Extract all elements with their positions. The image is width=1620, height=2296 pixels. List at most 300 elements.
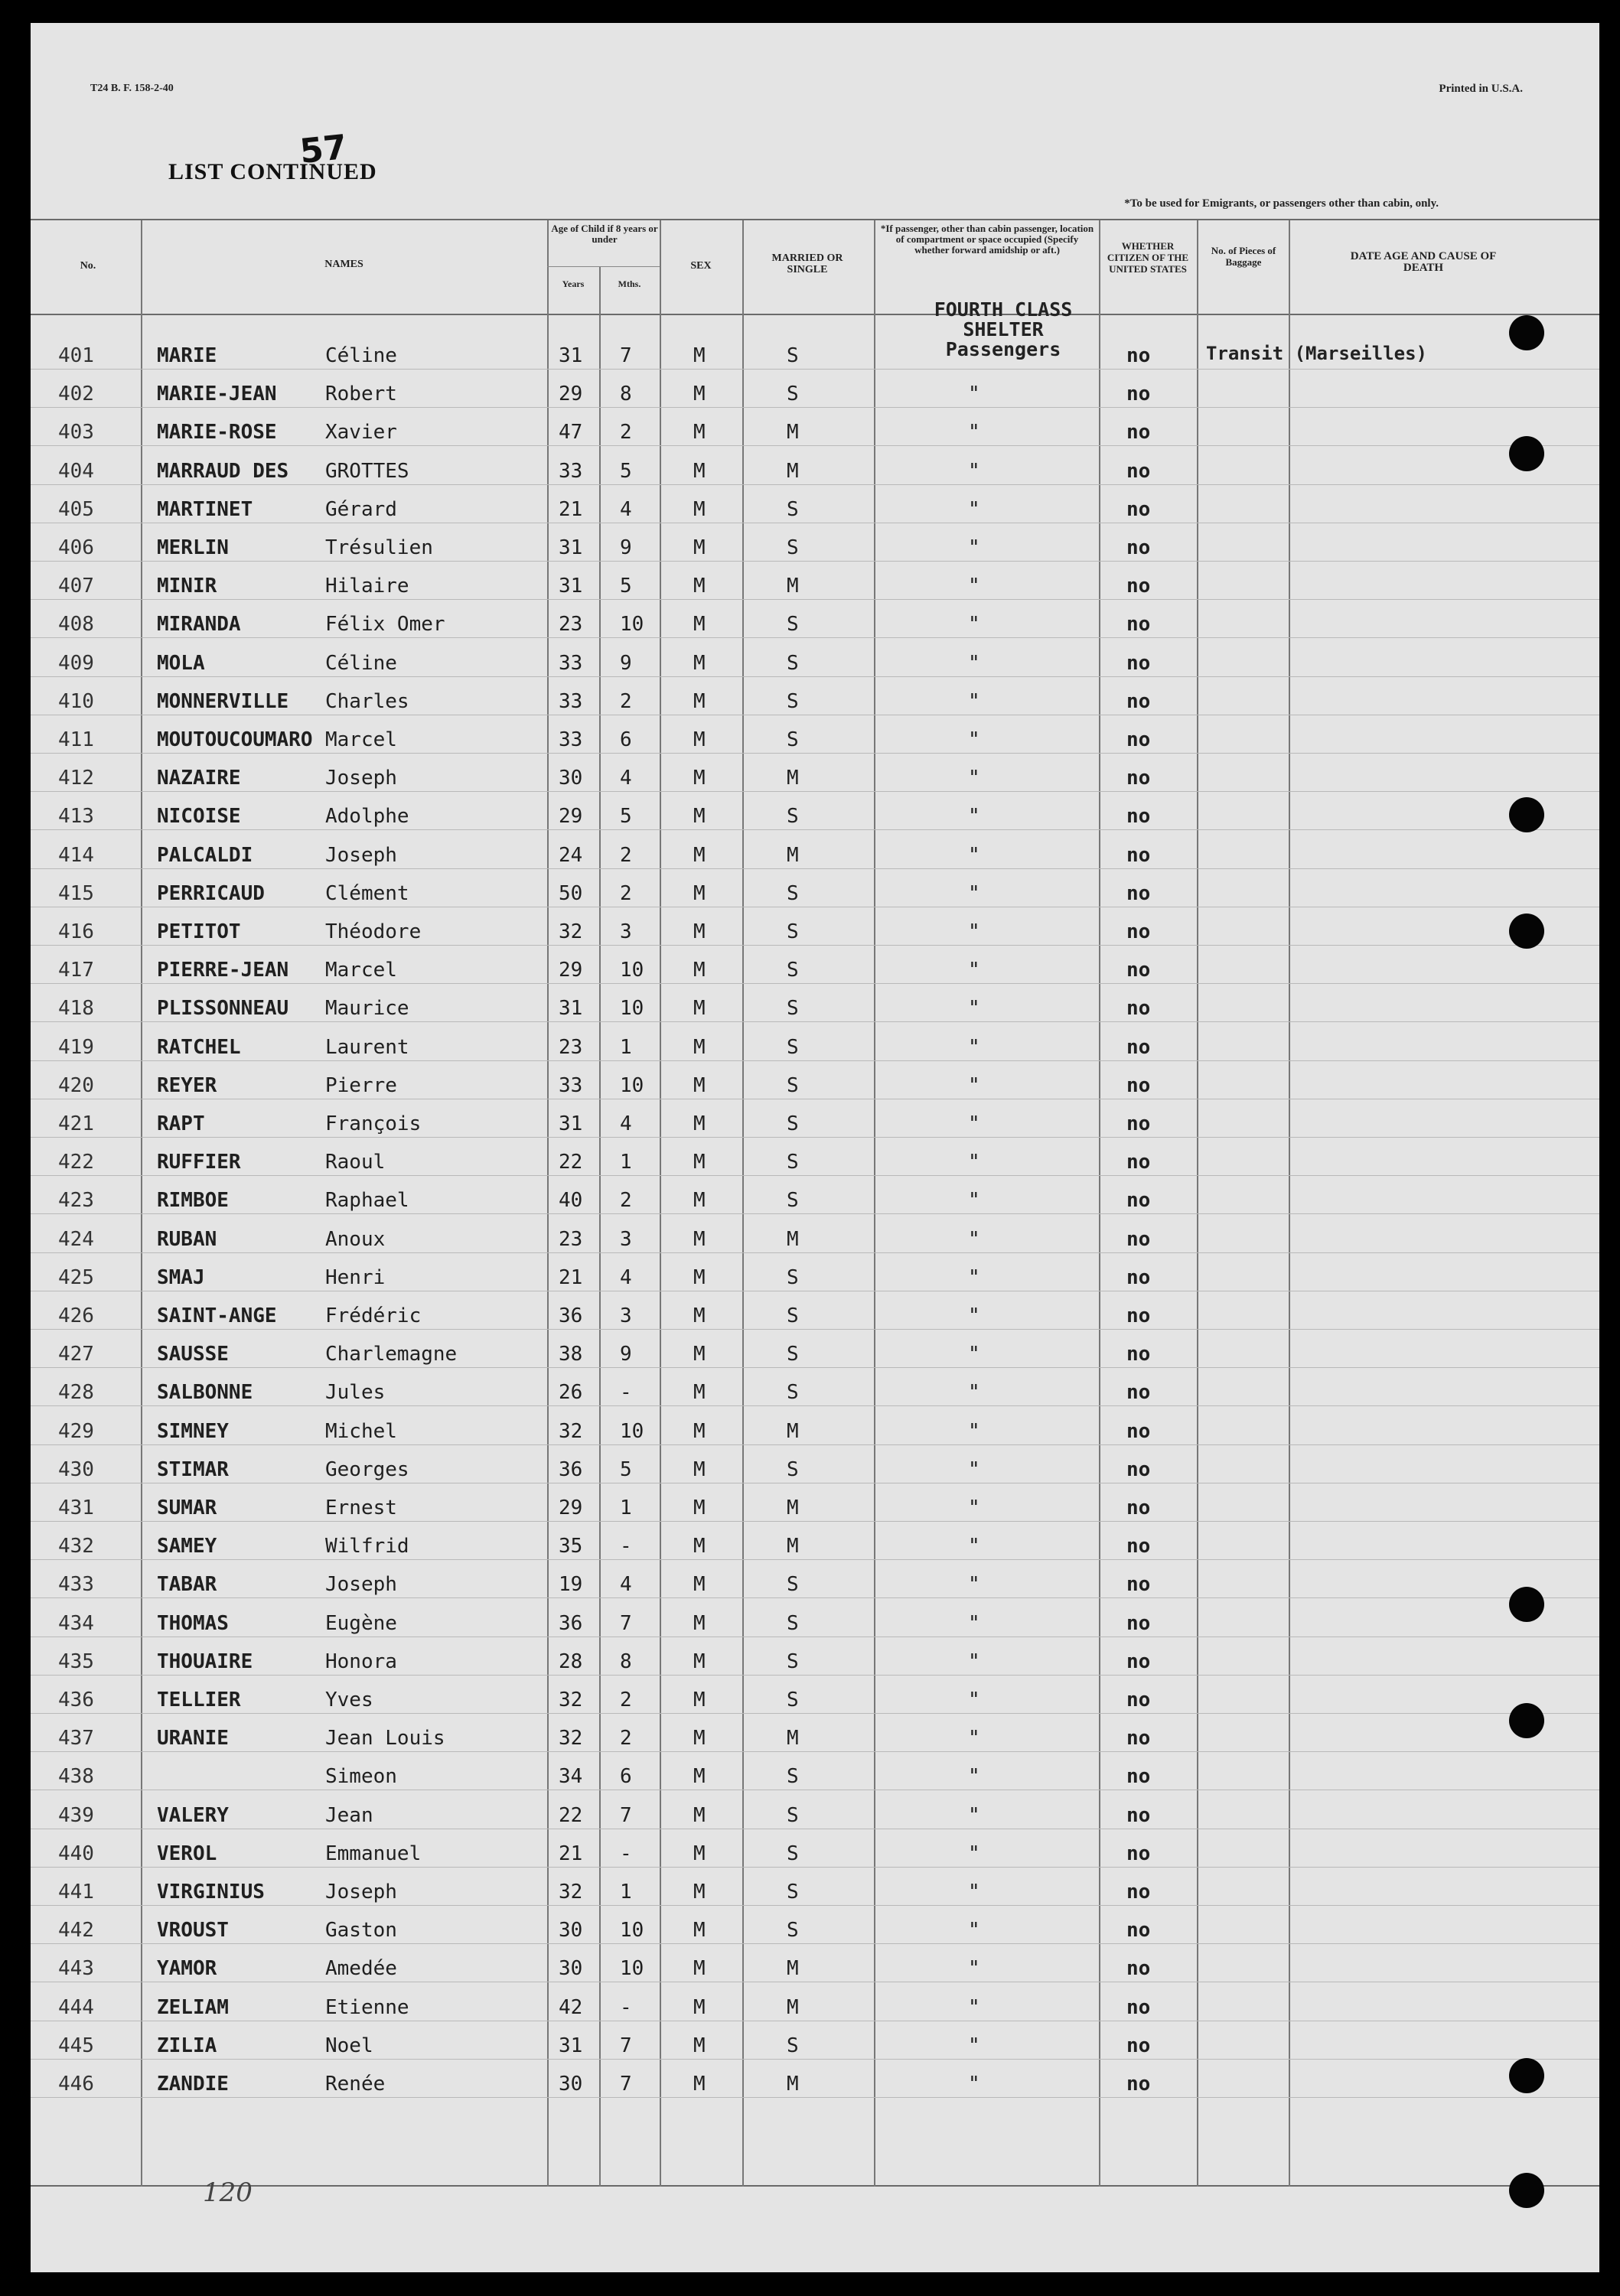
table-row xyxy=(31,1948,1599,1986)
table-row xyxy=(31,1679,1599,1718)
location: " xyxy=(968,997,980,1021)
table-row xyxy=(31,1257,1599,1295)
given-name: Félix Omer xyxy=(325,613,445,637)
age-months: 4 xyxy=(620,1573,632,1597)
location: " xyxy=(968,1112,980,1135)
row-number: 410 xyxy=(58,689,94,713)
row-number: 421 xyxy=(58,1112,94,1135)
table-row xyxy=(31,1564,1599,1602)
age-months: 7 xyxy=(620,1611,632,1635)
us-citizen: no xyxy=(1126,1573,1151,1597)
row-number: 409 xyxy=(58,651,94,675)
location: " xyxy=(968,1189,980,1213)
age-years: 30 xyxy=(559,2073,583,2096)
marital-status: S xyxy=(787,1343,799,1366)
row-number: 440 xyxy=(58,1842,94,1865)
sex: M xyxy=(693,843,706,867)
age-years: 32 xyxy=(559,1727,583,1750)
age-months: - xyxy=(620,1842,632,1865)
header-death: DATE AGE AND CAUSE OF DEATH xyxy=(1350,250,1497,274)
row-number: 401 xyxy=(58,344,94,367)
marital-status: S xyxy=(787,2034,799,2057)
age-years: 21 xyxy=(559,1265,583,1289)
location: " xyxy=(968,959,980,982)
us-citizen: no xyxy=(1126,1995,1151,2019)
transit-note: Transit (Marseilles) xyxy=(1206,343,1427,364)
age-months: 5 xyxy=(620,805,632,829)
age-months: - xyxy=(620,1381,632,1405)
sex: M xyxy=(693,1457,706,1481)
age-years: 26 xyxy=(559,1381,583,1405)
row-number: 438 xyxy=(58,1765,94,1789)
table-row xyxy=(31,1141,1599,1180)
given-name: Emmanuel xyxy=(325,1842,422,1865)
marital-status: S xyxy=(787,613,799,637)
location: " xyxy=(968,1611,980,1635)
age-years: 36 xyxy=(559,1304,583,1327)
location: " xyxy=(968,689,980,713)
age-months: 4 xyxy=(620,1112,632,1135)
surname: RUFFIER xyxy=(157,1151,241,1174)
marital-status: M xyxy=(787,1535,799,1558)
location: " xyxy=(968,1535,980,1558)
age-years: 29 xyxy=(559,805,583,829)
surname: SIMNEY xyxy=(157,1419,229,1443)
table-row xyxy=(31,1871,1599,1910)
table-row xyxy=(31,757,1599,796)
location: " xyxy=(968,383,980,406)
sex: M xyxy=(693,1227,706,1251)
handwritten-tally: 120 xyxy=(203,2177,253,2208)
table-row xyxy=(31,604,1599,642)
row-number: 406 xyxy=(58,536,94,559)
table-row xyxy=(31,1526,1599,1564)
marital-status: S xyxy=(787,536,799,559)
table-row xyxy=(31,489,1599,527)
given-name: François xyxy=(325,1112,422,1135)
given-name: Joseph xyxy=(325,1881,397,1904)
age-months: 10 xyxy=(620,1957,644,1981)
location: " xyxy=(968,1304,980,1327)
age-years: 21 xyxy=(559,497,583,521)
sex: M xyxy=(693,2034,706,2057)
age-years: 31 xyxy=(559,2034,583,2057)
row-number: 433 xyxy=(58,1573,94,1597)
age-years: 29 xyxy=(559,383,583,406)
row-number: 446 xyxy=(58,2073,94,2096)
marital-status: S xyxy=(787,1611,799,1635)
us-citizen: no xyxy=(1126,1343,1151,1366)
row-number: 419 xyxy=(58,1035,94,1059)
marital-status: S xyxy=(787,344,799,367)
given-name: Simeon xyxy=(325,1765,397,1789)
sex: M xyxy=(693,1573,706,1597)
sex: M xyxy=(693,1419,706,1443)
us-citizen: no xyxy=(1126,1650,1151,1673)
location: " xyxy=(968,1689,980,1711)
given-name: Maurice xyxy=(325,997,409,1021)
age-years: 24 xyxy=(559,843,583,867)
row-number: 418 xyxy=(58,997,94,1021)
location: " xyxy=(968,1343,980,1366)
header-married: MARRIED OR SINGLE xyxy=(771,252,843,275)
age-months: 7 xyxy=(620,1803,632,1827)
surname: MERLIN xyxy=(157,536,229,559)
marital-status: S xyxy=(787,689,799,713)
surname: MINIR xyxy=(157,575,217,598)
marital-status: S xyxy=(787,959,799,982)
location: " xyxy=(968,805,980,829)
table-row xyxy=(31,451,1599,489)
marital-status: S xyxy=(787,497,799,521)
table-row xyxy=(31,1718,1599,1756)
location: " xyxy=(968,881,980,905)
sex: M xyxy=(693,1957,706,1981)
table-row xyxy=(31,835,1599,873)
marital-status: M xyxy=(787,421,799,445)
us-citizen: no xyxy=(1126,767,1151,790)
row-number: 408 xyxy=(58,613,94,637)
surname: SAMEY xyxy=(157,1535,217,1558)
sex: M xyxy=(693,959,706,982)
sex: M xyxy=(693,1689,706,1711)
us-citizen: no xyxy=(1126,497,1151,521)
marital-status: M xyxy=(787,1227,799,1251)
header-citizen: WHETHER CITIZEN OF THE UNITED STATES xyxy=(1107,240,1189,275)
given-name: Pierre xyxy=(325,1073,397,1097)
age-months: 2 xyxy=(620,1727,632,1750)
age-years: 21 xyxy=(559,1842,583,1865)
surname: NAZAIRE xyxy=(157,767,241,790)
location: " xyxy=(968,1919,980,1943)
sex: M xyxy=(693,1650,706,1673)
given-name: Gaston xyxy=(325,1919,397,1943)
location: " xyxy=(968,613,980,637)
age-months: 7 xyxy=(620,2034,632,2057)
age-years: 22 xyxy=(559,1803,583,1827)
age-years: 29 xyxy=(559,1496,583,1519)
surname: PLISSONNEAU xyxy=(157,997,289,1021)
us-citizen: no xyxy=(1126,1189,1151,1213)
surname: THOMAS xyxy=(157,1611,229,1635)
age-years: 29 xyxy=(559,959,583,982)
sex: M xyxy=(693,805,706,829)
age-years: 32 xyxy=(559,920,583,943)
table-row xyxy=(31,335,1599,373)
marital-status: S xyxy=(787,805,799,829)
age-months: 1 xyxy=(620,1151,632,1174)
location: " xyxy=(968,1995,980,2019)
location: " xyxy=(968,843,980,867)
surname: URANIE xyxy=(157,1727,229,1750)
location: " xyxy=(968,2034,980,2057)
us-citizen: no xyxy=(1126,1611,1151,1635)
sex: M xyxy=(693,1765,706,1789)
location: " xyxy=(968,421,980,445)
marital-status: M xyxy=(787,1995,799,2019)
surname: PALCALDI xyxy=(157,843,253,867)
location: " xyxy=(968,1496,980,1519)
page-number: 57 xyxy=(298,127,349,172)
header-sex: SEX xyxy=(690,260,712,272)
header-location: *If passenger, other than cabin passenger, location of compartment or space occupied (Specify whether forward amidship or aft.) xyxy=(880,223,1094,256)
us-citizen: no xyxy=(1126,1265,1151,1289)
location: " xyxy=(968,1573,980,1597)
age-months: 10 xyxy=(620,1919,644,1943)
header-baggage: No. of Pieces of Baggage xyxy=(1211,245,1276,268)
sex: M xyxy=(693,1496,706,1519)
age-months: 5 xyxy=(620,459,632,483)
age-months: 2 xyxy=(620,1189,632,1213)
row-number: 431 xyxy=(58,1496,94,1519)
age-months: 9 xyxy=(620,651,632,675)
us-citizen: no xyxy=(1126,1727,1151,1750)
form-code: T24 B. F. 158-2-40 xyxy=(90,83,174,94)
manifest-sheet xyxy=(31,23,1599,2272)
row-number: 428 xyxy=(58,1381,94,1405)
table-top-border xyxy=(31,219,1599,220)
table-row xyxy=(31,1910,1599,1948)
sex: M xyxy=(693,1343,706,1366)
given-name: Renée xyxy=(325,2073,386,2096)
age-months: 4 xyxy=(620,497,632,521)
table-bottom-border xyxy=(31,2185,1599,2187)
given-name: Henri xyxy=(325,1265,386,1289)
age-months: 10 xyxy=(620,1073,644,1097)
age-months: - xyxy=(620,1995,632,2019)
row-number: 403 xyxy=(58,421,94,445)
surname: SUMAR xyxy=(157,1496,217,1519)
binder-hole xyxy=(1509,914,1544,949)
row-number: 416 xyxy=(58,920,94,943)
given-name: Jean Louis xyxy=(325,1727,445,1750)
sex: M xyxy=(693,1265,706,1289)
surname: SAUSSE xyxy=(157,1343,229,1366)
page-title: LIST CONTINUED xyxy=(168,159,377,184)
age-months: 3 xyxy=(620,1227,632,1251)
given-name: Honora xyxy=(325,1650,397,1673)
age-months: 1 xyxy=(620,1881,632,1904)
given-name: Joseph xyxy=(325,843,397,867)
location: " xyxy=(968,497,980,521)
sex: M xyxy=(693,497,706,521)
surname: REYER xyxy=(157,1073,217,1097)
surname: RUBAN xyxy=(157,1227,217,1251)
given-name: Georges xyxy=(325,1457,409,1481)
row-number: 429 xyxy=(58,1419,94,1443)
row-number: 414 xyxy=(58,843,94,867)
surname: SMAJ xyxy=(157,1265,205,1289)
surname: ZILIA xyxy=(157,2034,217,2057)
given-name: Joseph xyxy=(325,767,397,790)
us-citizen: no xyxy=(1126,1919,1151,1943)
age-months: 5 xyxy=(620,1457,632,1481)
marital-status: M xyxy=(787,1727,799,1750)
table-row xyxy=(31,1103,1599,1141)
surname: RAPT xyxy=(157,1112,205,1135)
marital-status: S xyxy=(787,1189,799,1213)
age-years: 19 xyxy=(559,1573,583,1597)
sex: M xyxy=(693,1535,706,1558)
age-years: 32 xyxy=(559,1419,583,1443)
us-citizen: no xyxy=(1126,843,1151,867)
row-number: 425 xyxy=(58,1265,94,1289)
us-citizen: no xyxy=(1126,997,1151,1021)
age-months: 10 xyxy=(620,1419,644,1443)
marital-status: M xyxy=(787,843,799,867)
age-months: 1 xyxy=(620,1035,632,1059)
binder-hole xyxy=(1509,2173,1544,2208)
given-name: GROTTES xyxy=(325,459,409,483)
location: " xyxy=(968,1419,980,1443)
age-years: 33 xyxy=(559,651,583,675)
given-name: Marcel xyxy=(325,959,397,982)
us-citizen: no xyxy=(1126,1496,1151,1519)
row-number: 413 xyxy=(58,805,94,829)
given-name: Noel xyxy=(325,2034,373,2057)
surname: PETITOT xyxy=(157,920,241,943)
age-years: 38 xyxy=(559,1343,583,1366)
binder-hole xyxy=(1509,2058,1544,2093)
us-citizen: no xyxy=(1126,959,1151,982)
sex: M xyxy=(693,767,706,790)
age-years: 30 xyxy=(559,1919,583,1943)
table-row xyxy=(31,1295,1599,1334)
surname: MONNERVILLE xyxy=(157,689,289,713)
row-number: 422 xyxy=(58,1151,94,1174)
row-number: 432 xyxy=(58,1535,94,1558)
row-number: 426 xyxy=(58,1304,94,1327)
surname: MARIE xyxy=(157,344,217,367)
table-row xyxy=(31,1449,1599,1487)
us-citizen: no xyxy=(1126,1381,1151,1405)
us-citizen: no xyxy=(1126,1881,1151,1904)
marital-status: S xyxy=(787,728,799,751)
age-months: 10 xyxy=(620,997,644,1021)
age-years: 31 xyxy=(559,1112,583,1135)
table-row xyxy=(31,527,1599,565)
table-row xyxy=(31,1372,1599,1410)
us-citizen: no xyxy=(1126,1151,1151,1174)
header-bottom-border xyxy=(31,314,1599,315)
row-number: 444 xyxy=(58,1995,94,2019)
us-citizen: no xyxy=(1126,1419,1151,1443)
row-number: 423 xyxy=(58,1189,94,1213)
given-name: Anoux xyxy=(325,1227,386,1251)
sex: M xyxy=(693,881,706,905)
table-row xyxy=(31,2025,1599,2063)
age-months: 7 xyxy=(620,344,632,367)
marital-status: S xyxy=(787,1919,799,1943)
marital-status: S xyxy=(787,997,799,1021)
location: " xyxy=(968,1957,980,1981)
table-row xyxy=(31,1833,1599,1871)
marital-status: S xyxy=(787,1650,799,1673)
given-name: Hilaire xyxy=(325,575,409,598)
us-citizen: no xyxy=(1126,1457,1151,1481)
given-name: Trésulien xyxy=(325,536,433,559)
given-name: Xavier xyxy=(325,421,397,445)
age-years: 23 xyxy=(559,1035,583,1059)
header-names: NAMES xyxy=(324,259,363,270)
age-months: 2 xyxy=(620,1689,632,1711)
sex: M xyxy=(693,1151,706,1174)
surname: YAMOR xyxy=(157,1957,217,1981)
surname: VALERY xyxy=(157,1803,229,1827)
location: " xyxy=(968,1727,980,1750)
location: " xyxy=(968,1265,980,1289)
given-name: Raoul xyxy=(325,1151,386,1174)
row-number: 420 xyxy=(58,1073,94,1097)
age-years: 33 xyxy=(559,728,583,751)
age-years: 22 xyxy=(559,1151,583,1174)
age-years: 23 xyxy=(559,613,583,637)
usage-note: *To be used for Emigrants, or passengers other than cabin, only. xyxy=(1124,197,1439,210)
given-name: Charlemagne xyxy=(325,1343,458,1366)
location: " xyxy=(968,1650,980,1673)
age-months: 3 xyxy=(620,1304,632,1327)
given-name: Céline xyxy=(325,344,397,367)
row-number: 415 xyxy=(58,881,94,905)
table-row xyxy=(31,565,1599,604)
table-row xyxy=(31,643,1599,681)
surname: TELLIER xyxy=(157,1689,241,1711)
table-row xyxy=(31,681,1599,719)
marital-status: S xyxy=(787,1151,799,1174)
header-mths: Mths. xyxy=(618,278,641,289)
given-name: Ernest xyxy=(325,1496,397,1519)
age-months: - xyxy=(620,1535,632,1558)
given-name: Etienne xyxy=(325,1995,409,2019)
table-row xyxy=(31,373,1599,412)
marital-status: S xyxy=(787,1381,799,1405)
marital-status: S xyxy=(787,1304,799,1327)
table-row xyxy=(31,1334,1599,1372)
surname: MOUTOUCOUMARO xyxy=(157,728,313,751)
age-years: 40 xyxy=(559,1189,583,1213)
us-citizen: no xyxy=(1126,421,1151,445)
sex: M xyxy=(693,1073,706,1097)
location: " xyxy=(968,1035,980,1059)
us-citizen: no xyxy=(1126,1842,1151,1865)
age-years: 34 xyxy=(559,1765,583,1789)
given-name: Yves xyxy=(325,1689,373,1711)
us-citizen: no xyxy=(1126,689,1151,713)
age-months: 5 xyxy=(620,575,632,598)
surname: VIRGINIUS xyxy=(157,1881,265,1904)
given-name: Eugène xyxy=(325,1611,397,1635)
row-number: 412 xyxy=(58,767,94,790)
given-name: Adolphe xyxy=(325,805,409,829)
location: " xyxy=(968,459,980,483)
table-row xyxy=(31,988,1599,1026)
marital-status: M xyxy=(787,767,799,790)
age-years: 35 xyxy=(559,1535,583,1558)
table-row xyxy=(31,1180,1599,1218)
given-name: Jules xyxy=(325,1381,386,1405)
binder-hole xyxy=(1509,797,1544,832)
table-row xyxy=(31,873,1599,911)
row-number: 445 xyxy=(58,2034,94,2057)
us-citizen: no xyxy=(1126,2073,1151,2096)
age-subheader-line xyxy=(547,266,660,267)
marital-status: S xyxy=(787,1881,799,1904)
age-months: 1 xyxy=(620,1496,632,1519)
age-months: 4 xyxy=(620,767,632,790)
binder-hole xyxy=(1509,436,1544,471)
given-name: Charles xyxy=(325,689,409,713)
age-years: 33 xyxy=(559,1073,583,1097)
